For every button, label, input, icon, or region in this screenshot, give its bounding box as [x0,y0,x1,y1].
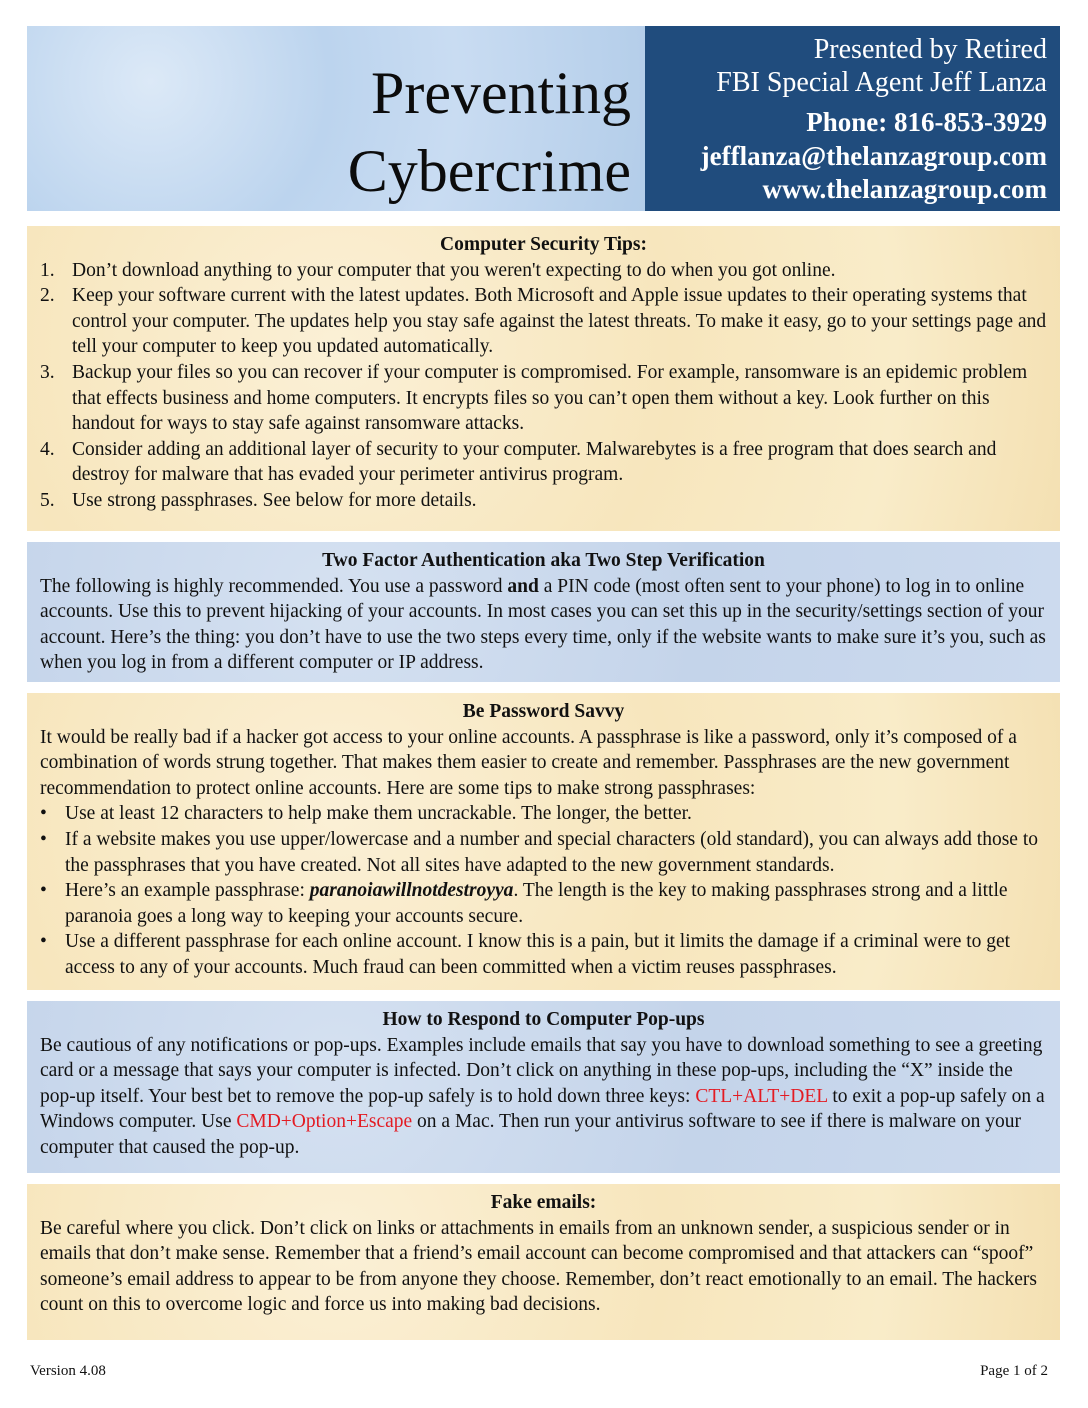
list-item [40,360,1047,437]
windows-keys: CTL+ALT+DEL [695,1085,828,1107]
list-number: 5. [40,489,55,511]
two-factor-title: Two Factor Authentication aka Two Step Verification [322,550,765,571]
popups-panel [27,1001,1060,1173]
list-text: Backup your files so you can recover if your computer is compromised. For example, ransomware is an epidemic problem that effects business and home computers. It encrypts files so you can’t open them without a key. Look further on this handout for ways to stay safe against ransomware attacks. [72,361,1028,435]
list-number: 2. [40,285,55,307]
password-intro: It would be really bad if a hacker got access to your online accounts. A passphrase is like a password, only it’s composed of a combination of words strung together. That makes them easier to create and remember. Passphrases are the new government recommendation to protect online accounts. Here are some tips to make strong passphrases: [40,726,1017,799]
two-factor-text-part: a PIN code (most often sent to your phone) to log in to online accounts. Use this to prevent hijacking of your accounts. In most cases you can set this up in the security/settings section of your account. Here’s the thing: you don’t have to use the two steps every time, only if the website wants to make sure it’s you, such as when you log in from a different computer or IP address. [40,575,1046,674]
list-item [40,283,1047,360]
two-factor-bold-and: and [507,575,539,597]
page-number: Page 1 of 2 [980,1363,1048,1379]
presenter-email: jefflanza@thelanzagroup.com [700,141,1047,171]
list-item [40,258,1047,284]
presenter-website: www.thelanzagroup.com [762,174,1047,204]
presenter-line-1: Presented by Retired [813,34,1047,65]
presenter-contact-block [645,26,1060,211]
fake-emails-title: Fake emails: [490,1192,597,1213]
bullet: • [40,828,47,850]
presenter-phone: Phone: 816-853-3929 [806,107,1047,137]
popups-text-part: Be cautious of any notifications or pop-ups. Examples include emails that say you have to download something to see a greeting card or a message that says your computer is infected. Don’t click on anything in these pop-ups, including the “X” inside the pop-up itself. Your best bet to remove the pop-up safely is to hold down three keys: [40,1034,1043,1107]
list-item [40,437,1047,488]
header-title-block [27,26,645,211]
title-line-1: Preventing [371,60,631,126]
title-line-2: Cybercrime [347,138,631,204]
two-factor-text-part: The following is highly recommended. You use a password [40,575,508,597]
list-text: If a website makes you use upper/lowercase and a number and special characters (old standard), you can always add those to the passphrases that you have created. Not all sites have adapted to the new government standards. [65,828,1039,876]
list-text: Here’s an example passphrase: [65,880,310,902]
popups-text [40,1033,1047,1161]
popups-text-part: to exit a pop-up safely on a Windows computer. Use [40,1085,1045,1133]
security-tips-title: Computer Security Tips: [440,234,647,255]
popups-text-part: on a Mac. Then run your antivirus software to see if there is malware on your computer that caused the pop-up. [40,1111,1022,1158]
list-text: Keep your software current with the latest updates. Both Microsoft and Apple issue updates to their operating systems that control your computer. The updates help you stay safe against the latest threats. To make it easy, go to your settings page and tell your computer to keep you updated automatically. [72,285,1047,358]
list-number: 4. [40,438,55,460]
list-item [40,878,1047,929]
list-item [40,488,1047,514]
two-factor-text [40,574,1047,676]
list-text: . The length is the key to making passphrases strong and a little paranoia goes a long way to keeping your accounts secure. [65,880,1008,927]
page-title [348,54,631,210]
version-label: Version 4.08 [30,1363,106,1379]
fake-emails-text: Be careful where you click. Don’t click on links or attachments in emails from an unknown sender, a suspicious sender or in emails that don’t make sense. Remember that a friend’s email account can become compromised and that attackers can “spoof” someone’s email address to appear to be from anyone they choose. Remember, don’t react emotionally to an email. The hackers count on this to overcome logic and force us into making bad decisions. [40,1217,1038,1316]
bullet: • [40,880,47,902]
list-text: Use strong passphrases. See below for more details. [72,489,477,511]
list-item [40,827,1047,878]
fake-emails-panel [27,1184,1060,1340]
password-title: Be Password Savvy [462,701,625,722]
example-passphrase: paranoiawillnotdestroyya [309,880,514,902]
list-number: 3. [40,361,55,383]
presenter-line-2: FBI Special Agent Jeff Lanza [716,67,1047,98]
list-text: Don’t download anything to your computer that you weren't expecting to do when you got online. [72,259,836,281]
mac-keys: CMD+Option+Escape [236,1111,413,1133]
password-bullets [40,801,1047,980]
list-item [40,929,1047,980]
two-factor-panel [27,542,1060,682]
list-text: Use at least 12 characters to help make them uncrackable. The longer, the better. [65,803,692,825]
bullet: • [40,931,47,953]
list-text: Consider adding an additional layer of security to your computer. Malwarebytes is a free program that does search and destroy for malware that has evaded your perimeter antivirus program. [72,438,997,486]
list-text: Use a different passphrase for each online account. I know this is a pain, but it limits the damage if a criminal were to get access to any of your accounts. Much fraud can been committed when a victim reuses passphrases. [65,931,1011,978]
list-item [40,801,1047,827]
popups-title: How to Respond to Computer Pop-ups [382,1009,705,1030]
bullet: • [40,803,47,825]
list-number: 1. [40,259,55,281]
password-panel [27,693,1060,990]
security-tips-list [40,258,1047,514]
security-tips-panel [27,226,1060,531]
